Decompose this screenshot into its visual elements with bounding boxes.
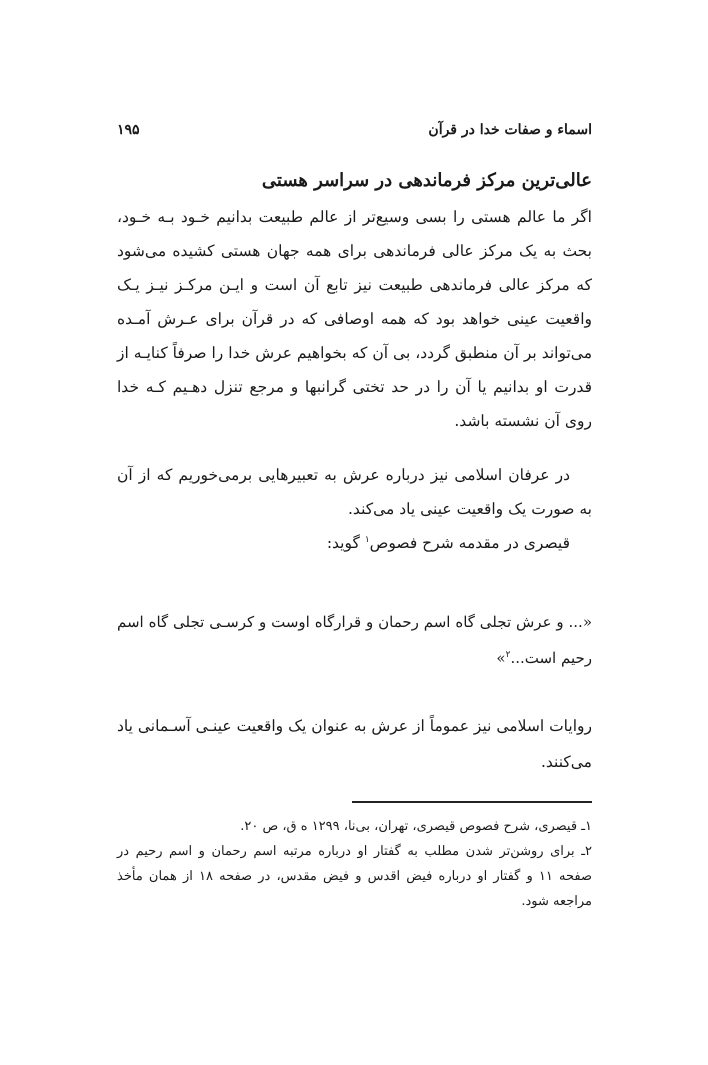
block-quote-close: » xyxy=(496,649,506,667)
paragraph-1: اگر ما عالم هستی را بسی وسیع‌تر از عالم طبیعت بدانیم خـود بـه خـود، بحث به یک مرکز عالی فرماندهی برای همه جهان هستی کشیده می‌شود که مرکز عالی فرماندهی طبیعت نیز تابع آن است و ایـن مرکـز نیـز یـک واقعیت عینی خواهد بود که همه اوصافی که در قرآن برای عـرش آمـده می‌تواند بر آن منطبق گردد، بی آن که بخواهیم عرش خدا را صرفاً کنایـه از قدرت او بدانیم یا آن را در حد تختی گرانبها و مرجع تنزل دهـیم کـه خدا روی آن نشسته باشد. xyxy=(117,208,592,430)
paragraph-3-text: قیصری در مقدمه شرح فصوص xyxy=(369,534,570,552)
block-quote-text: «... و عرش تجلی گاه اسم رحمان و قرارگاه اوست و کرسـی تجلی گاه اسم رحیم است... xyxy=(117,613,592,667)
paragraph-3-text-end: گوید: xyxy=(326,534,365,552)
running-header-title: اسماء و صفات خدا در قرآن xyxy=(428,122,592,138)
footnote-1: ۱ـ قیصری، شرح فصوص قیصری، تهران، بی‌نا، ۱۲۹۹ ه ق، ص ۲۰. xyxy=(240,819,592,834)
paragraph-4: روایات اسلامی نیز عموماً از عرش به عنوان یک واقعیت عینـی آسـمانی یاد می‌کنند. xyxy=(117,717,592,771)
footnote-ref-2[interactable]: ۲ xyxy=(505,650,511,660)
footnote-2: ۲ـ برای روشن‌تر شدن مطلب به گفتار او درباره مرتبه اسم رحمان و اسم رحیم در صفحه ۱۱ و گفتار او درباره فیض اقدس و فیض مقدس، در صفحه ۱۸ از همان مأخذ مراجعه شود. xyxy=(117,844,593,909)
footnote-ref-1[interactable]: ۱ xyxy=(364,534,370,545)
running-header xyxy=(117,122,592,138)
paragraph-3 xyxy=(117,526,592,560)
section-heading: عالی‌ترین مرکز فرماندهی در سراسر هستی xyxy=(261,170,592,191)
footnotes xyxy=(117,814,592,914)
page-number: ۱۹۵ xyxy=(117,122,140,138)
block-quote xyxy=(117,604,592,676)
paragraph-2: در عرفان اسلامی نیز درباره عرش به تعبیرهایی برمی‌خوریم که از آن به صورت یک واقعیت عینی یاد می‌کند. xyxy=(117,466,592,518)
footnote-divider xyxy=(352,801,592,803)
